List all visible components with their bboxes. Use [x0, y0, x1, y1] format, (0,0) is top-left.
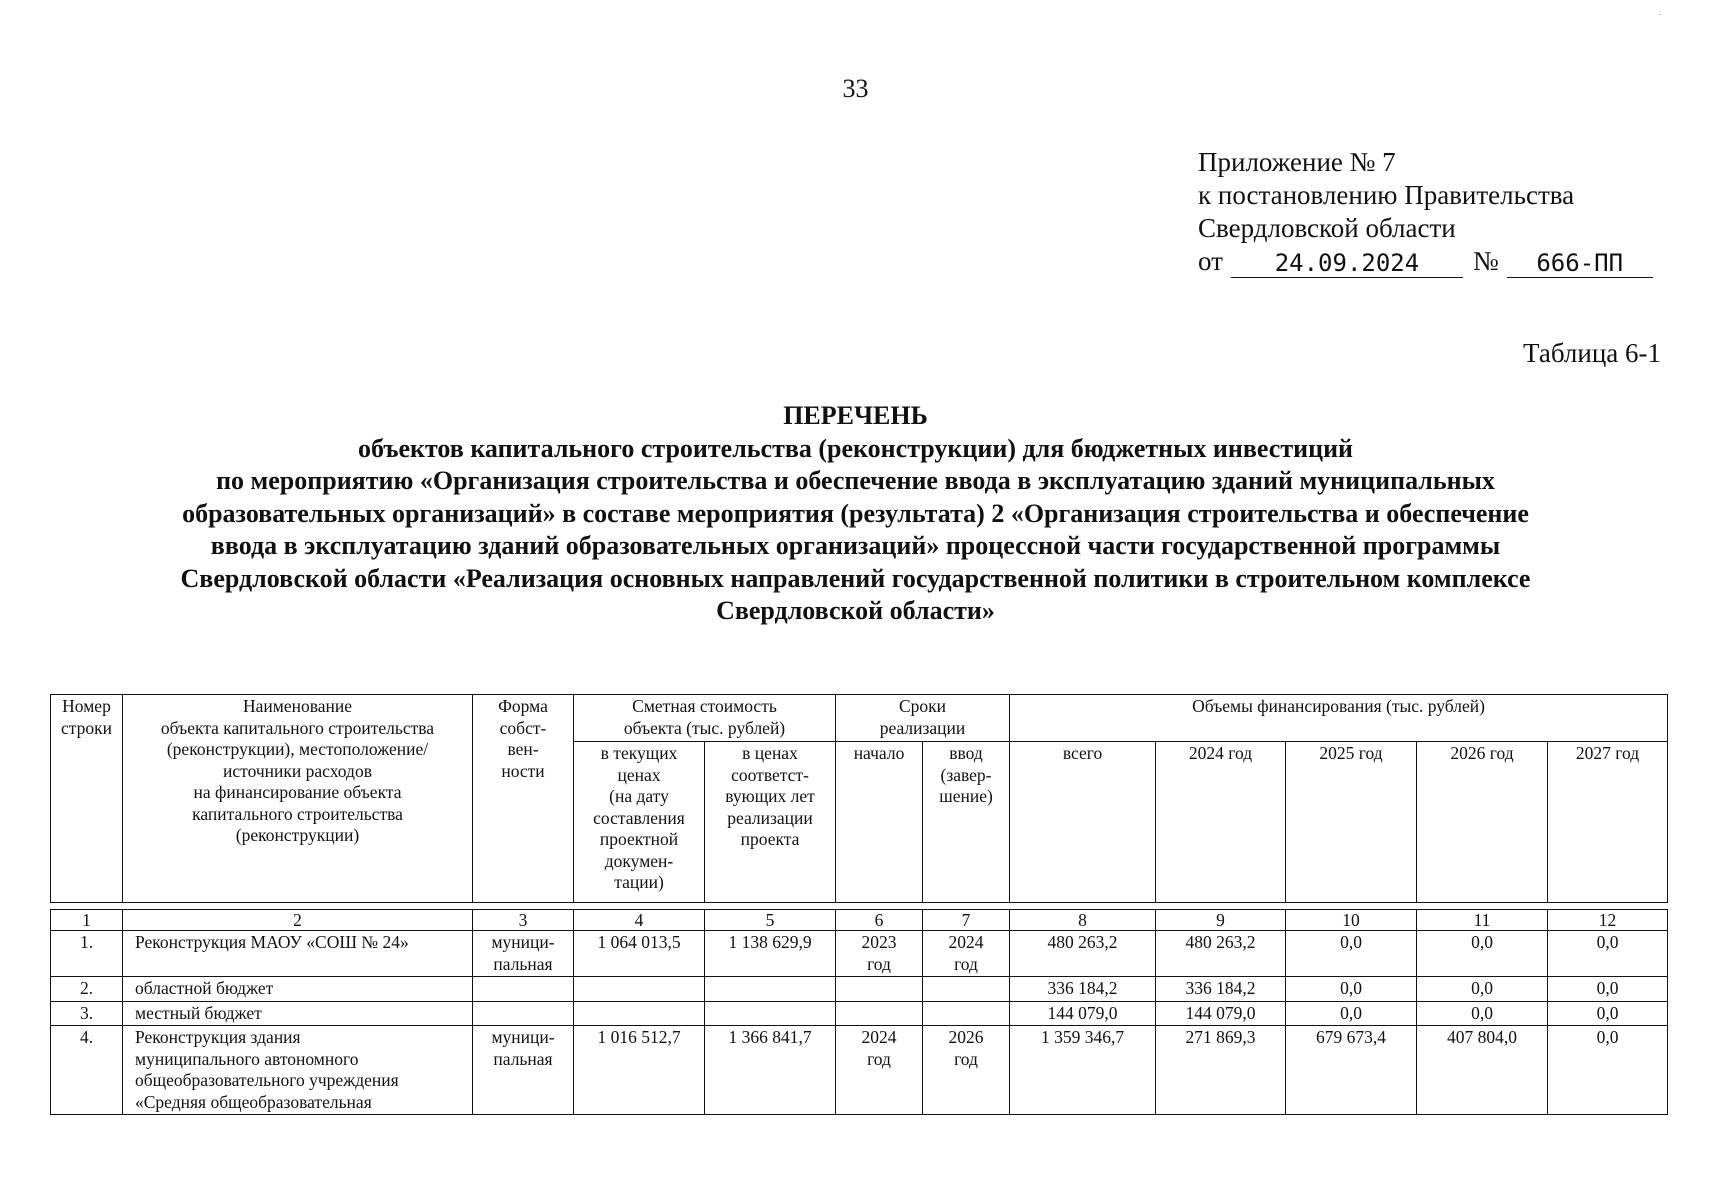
financing-2027: 0,0 [1548, 977, 1668, 1002]
column-number: 10 [1286, 910, 1417, 931]
header-2024: 2024 год [1156, 742, 1286, 903]
header-object-name: Наименование объекта капитального строительства (реконструкции), местоположение/ источники расходов на финансирование объекта капитального строительства (реконструкции) [123, 695, 473, 903]
header-2027: 2027 год [1548, 742, 1668, 903]
financing-2027: 0,0 [1548, 1001, 1668, 1026]
ownership-form [473, 977, 574, 1002]
title-line: объектов капитального строительства (реконструкции) для бюджетных инвестиций [357, 433, 1354, 463]
page-number: 33 [842, 74, 869, 103]
column-number: 6 [836, 910, 923, 931]
end-year: 2026 год [923, 1026, 1010, 1115]
ownership-form: муници- пальная [473, 1026, 574, 1115]
row-number: 1. [51, 931, 123, 977]
column-number: 11 [1417, 910, 1548, 931]
estimate-current: 1 064 013,5 [574, 931, 705, 977]
financing-2027: 0,0 [1548, 1026, 1668, 1115]
number-label: № [1472, 246, 1499, 276]
decree-date: 24.09.2024 [1231, 249, 1463, 278]
column-number: 5 [705, 910, 836, 931]
title-line: по мероприятию «Организация строительства и обеспечение ввода в эксплуатацию зданий муниципальных [216, 466, 1495, 495]
appendix-decree: к постановлению Правительства [1198, 180, 1575, 210]
header-row [51, 695, 1668, 742]
document-title [60, 400, 1651, 628]
start-year [836, 1001, 923, 1026]
row-number: 2. [51, 977, 123, 1002]
start-year: 2024 год [836, 1026, 923, 1115]
object-name: областной бюджет [123, 977, 473, 1002]
estimate-current [574, 1001, 705, 1026]
financing-total: 336 184,2 [1010, 977, 1156, 1002]
end-year: 2024 год [923, 931, 1010, 977]
financing-2026: 0,0 [1417, 931, 1548, 977]
column-number: 7 [923, 910, 1010, 931]
appendix-title: Приложение № 7 [1198, 147, 1396, 177]
table-number: Таблица 6-1 [1523, 338, 1661, 368]
table-row [51, 931, 1668, 977]
decree-number: 666-ПП [1507, 249, 1653, 278]
title-line: ввода в эксплуатацию зданий образовательных организаций» процессной части государственной программы [210, 531, 1501, 560]
from-label: от [1198, 246, 1223, 276]
header-estimate-years: в ценах соответст- вующих лет реализации проекта [705, 742, 836, 903]
header-estimate-current: в текущих ценах (на дату составления проектной докумен- тации) [574, 742, 705, 903]
header-2025: 2025 год [1286, 742, 1417, 903]
estimate-years [705, 1001, 836, 1026]
gap-cell [51, 903, 1668, 910]
column-number: 1 [51, 910, 123, 931]
end-year [923, 977, 1010, 1002]
object-name: местный бюджет [123, 1001, 473, 1026]
title-line: Свердловской области» [716, 596, 995, 625]
header-ownership: Форма собст- вен- ности [473, 695, 574, 903]
header-row-number: Номер строки [51, 695, 123, 903]
column-number: 8 [1010, 910, 1156, 931]
financing-2026: 407 804,0 [1417, 1026, 1548, 1115]
header-financing: Объемы финансирования (тыс. рублей) [1010, 695, 1668, 742]
row-number: 4. [51, 1026, 123, 1115]
estimate-years: 1 366 841,7 [705, 1026, 836, 1115]
header-gap [51, 903, 1668, 910]
header-total: всего [1010, 742, 1156, 903]
header-estimate: Сметная стоимость объекта (тыс. рублей) [574, 695, 836, 742]
financing-2027: 0,0 [1548, 931, 1668, 977]
financing-2025: 0,0 [1286, 1001, 1417, 1026]
estimate-years: 1 138 629,9 [705, 931, 836, 977]
table-row [51, 977, 1668, 1002]
financing-total: 480 263,2 [1010, 931, 1156, 977]
financing-2025: 0,0 [1286, 977, 1417, 1002]
table-row [51, 1001, 1668, 1026]
column-number: 12 [1548, 910, 1668, 931]
appendix-block [1198, 146, 1678, 278]
financing-2026: 0,0 [1417, 977, 1548, 1002]
estimate-current [574, 977, 705, 1002]
financing-2026: 0,0 [1417, 1001, 1548, 1026]
financing-2024: 271 869,3 [1156, 1026, 1286, 1115]
financing-2024: 144 079,0 [1156, 1001, 1286, 1026]
financing-total: 1 359 346,7 [1010, 1026, 1156, 1115]
financing-2024: 480 263,2 [1156, 931, 1286, 977]
estimate-years [705, 977, 836, 1002]
financing-total: 144 079,0 [1010, 1001, 1156, 1026]
financing-2025: 679 673,4 [1286, 1026, 1417, 1115]
ownership-form: муници- пальная [473, 931, 574, 977]
header-start: начало [836, 742, 923, 903]
objects-table [50, 694, 1668, 1115]
start-year: 2023 год [836, 931, 923, 977]
end-year [923, 1001, 1010, 1026]
estimate-current: 1 016 512,7 [574, 1026, 705, 1115]
scan-mark [1659, 14, 1661, 15]
column-number: 9 [1156, 910, 1286, 931]
table-row [51, 1026, 1668, 1115]
object-name: Реконструкция здания муниципального автономного общеобразовательного учреждения «Средняя общеобразовательная [123, 1026, 473, 1115]
object-name: Реконструкция МАОУ «СОШ № 24» [123, 931, 473, 977]
column-number: 3 [473, 910, 574, 931]
appendix-date-line [1198, 245, 1678, 278]
header-2026: 2026 год [1417, 742, 1548, 903]
column-number: 4 [574, 910, 705, 931]
title-line: Свердловской области «Реализация основных направлений государственной политики в строительном комплексе [180, 563, 1531, 593]
financing-2025: 0,0 [1286, 931, 1417, 977]
column-numbers-row [51, 910, 1668, 931]
start-year [836, 977, 923, 1002]
title-line: образовательных организаций» в составе мероприятия (результата) 2 «Организация строительства и обеспечение [182, 498, 1529, 528]
financing-2024: 336 184,2 [1156, 977, 1286, 1002]
title-heading: ПЕРЕЧЕНЬ [783, 401, 928, 430]
appendix-region: Свердловской области [1198, 213, 1456, 243]
row-number: 3. [51, 1001, 123, 1026]
header-commission: ввод (завер- шение) [923, 742, 1010, 903]
column-number: 2 [123, 910, 473, 931]
header-terms: Сроки реализации [836, 695, 1010, 742]
ownership-form [473, 1001, 574, 1026]
